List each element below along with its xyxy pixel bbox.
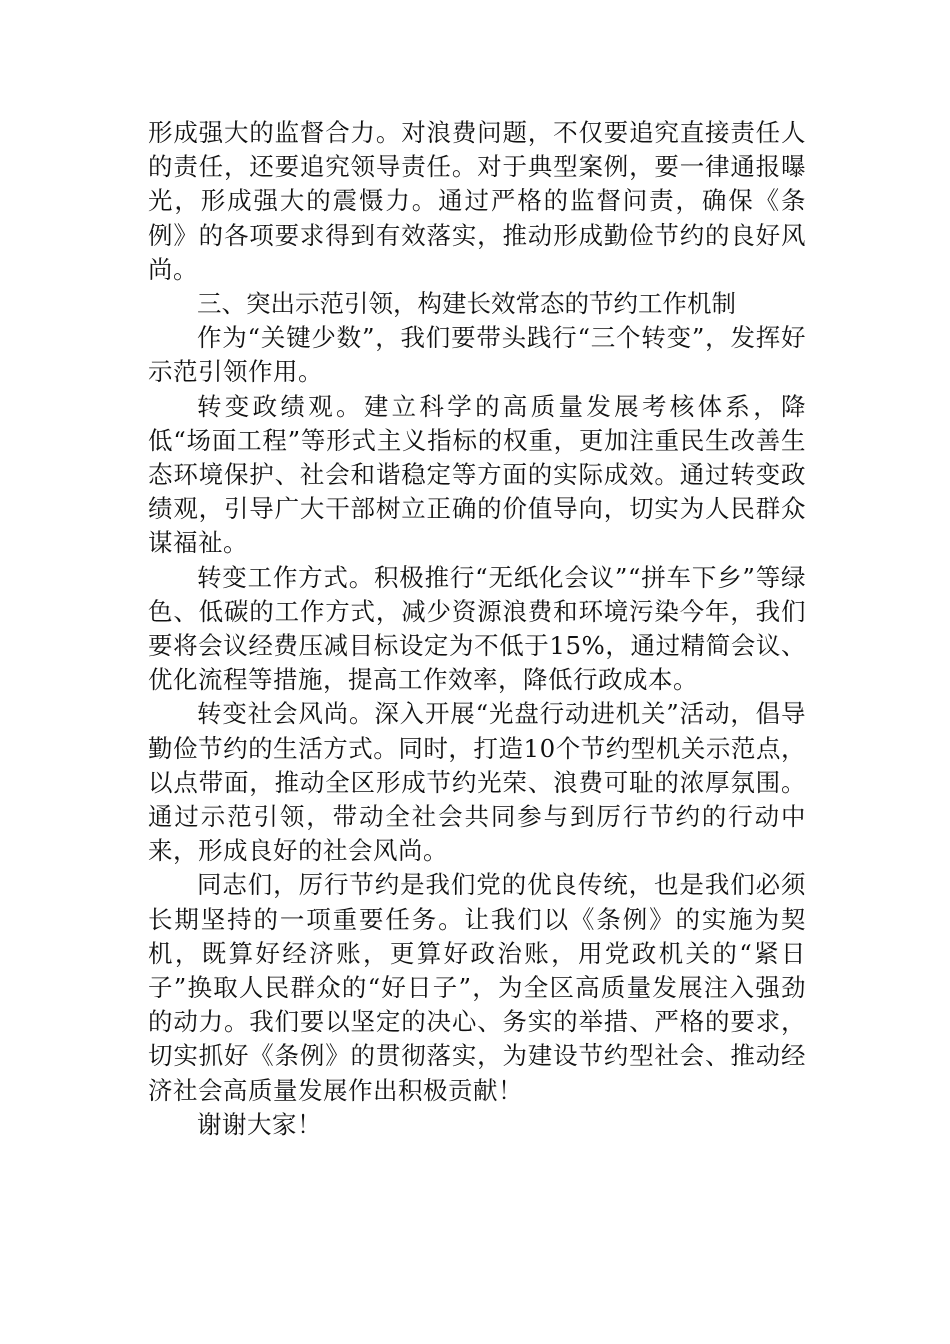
document-body	[148, 116, 806, 1142]
paragraph-social-ethos: 转变社会风尚。深入开展“光盘行动进机关”活动，倡导勤俭节约的生活方式。同时，打造10个节约型机关示范点，以点带面，推动全区形成节约光荣、浪费可耻的浓厚氛围。通过示范引领，带动全社会共同参与到厉行节约的行动中来，形成良好的社会风尚。	[148, 699, 806, 866]
paragraph-intro: 作为“关键少数”，我们要带头践行“三个转变”，发挥好示范引领作用。	[148, 323, 806, 387]
section-heading: 三、突出示范引领，构建长效常态的节约工作机制	[197, 289, 736, 319]
paragraph-thanks: 谢谢大家！	[197, 1109, 322, 1139]
paragraph-continuation: 形成强大的监督合力。对浪费问题，不仅要追究直接责任人的责任，还要追究领导责任。对于典型案例，要一律通报曝光，形成强大的震慑力。通过严格的监督问责，确保《条例》的各项要求得到有效落实，推动形成勤俭节约的良好风尚。	[148, 118, 806, 284]
paragraph-performance-view: 转变政绩观。建立科学的高质量发展考核体系，降低“场面工程”等形式主义指标的权重，更加注重民生改善生态环境保护、社会和谐稳定等方面的实际成效。通过转变政绩观，引导广大干部树立正确的价值导向，切实为人民群众谋福祉。	[148, 391, 806, 558]
paragraph-work-style: 转变工作方式。积极推行“无纸化会议”“拼车下乡”等绿色、低碳的工作方式，减少资源浪费和环境污染今年，我们要将会议经费压减目标设定为不低于15%，通过精简会议、优化流程等措施，提高工作效率，降低行政成本。	[148, 562, 806, 695]
paragraph-conclusion: 同志们，厉行节约是我们党的优良传统，也是我们必须长期坚持的一项重要任务。让我们以《条例》的实施为契机，既算好经济账，更算好政治账，用党政机关的“紧日子”换取人民群众的“好日子”，为全区高质量发展注入强劲的动力。我们要以坚定的决心、务实的举措、严格的要求，切实抓好《条例》的贯彻落实，为建设节约型社会、推动经济社会高质量发展作出积极贡献！	[148, 870, 806, 1105]
